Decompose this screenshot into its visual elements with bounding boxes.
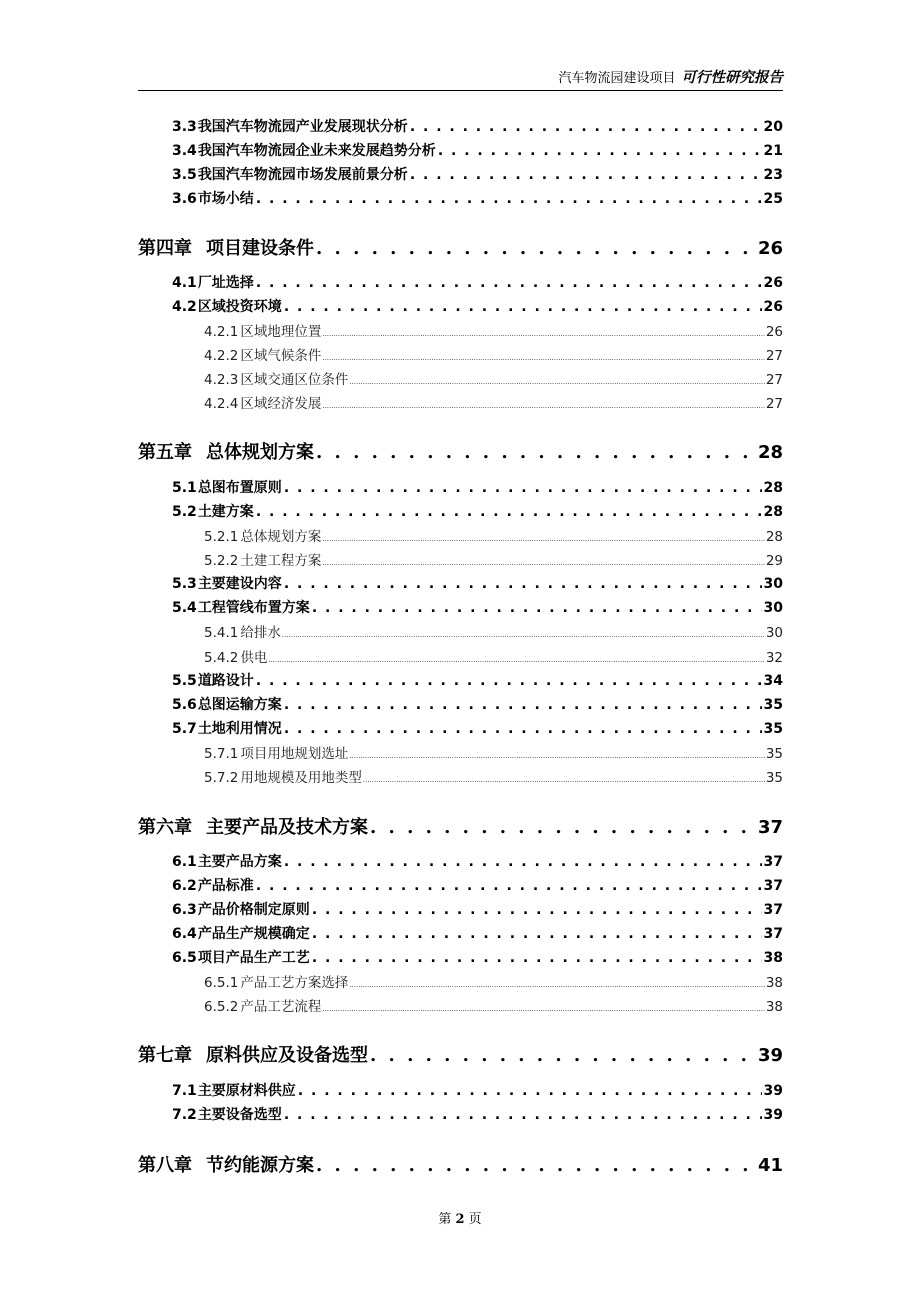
toc-page-number: 28 [757,442,783,463]
toc-entry-title: 区域地理位置 [240,324,322,340]
toc-entry-title: 主要产品方案 [197,854,282,870]
toc-dot-leader [363,776,765,784]
toc-chapter-entry[interactable] [138,234,783,260]
toc-entry-number: 6.1 [172,854,197,870]
toc-page-number: 37 [763,878,783,894]
toc-subsection-entry[interactable] [204,344,783,364]
toc-entry-label [204,368,348,388]
toc-dot-leader [256,191,762,207]
toc-entry-number: 3.6 [172,191,197,207]
toc-entry-title: 总图布置原则 [197,480,282,496]
toc-entry-title: 道路设计 [197,673,254,689]
toc-dot-leader [284,299,762,315]
toc-page-number: 25 [763,191,783,207]
toc-section-entry[interactable] [172,116,783,136]
toc-entry-label [204,995,321,1015]
toc-entry-number: 5.1 [172,480,197,496]
toc-entry-title: 市场小结 [197,191,254,207]
toc-entry-label [138,234,314,260]
toc-entry-label [172,116,408,136]
toc-entry-title: 主要产品及技术方案 [206,817,368,838]
toc-entry-title: 我国汽车物流园企业未来发展趋势分析 [197,143,436,159]
toc-entry-title: 总体规划方案 [206,442,314,463]
toc-entry-number: 3.4 [172,143,197,159]
toc-entry-label [172,1104,282,1124]
toc-dot-leader [312,902,762,918]
toc-entry-label [172,164,408,184]
toc-entry-number: 6.5.1 [204,975,239,991]
toc-entry-label [172,947,310,967]
toc-dot-leader [256,504,762,520]
toc-page-number: 35 [765,746,783,762]
toc-dot-leader [284,576,762,592]
toc-entry-number: 5.4 [172,600,197,616]
toc-entry-title: 我国汽车物流园市场发展前景分析 [197,167,408,183]
toc-entry-number: 5.2.2 [204,553,239,569]
toc-subsection-entry[interactable] [204,621,783,641]
toc-entry-number: 第五章 [138,442,192,463]
toc-entry-label [204,320,321,340]
toc-entry-label [172,1080,296,1100]
toc-section-entry[interactable] [172,947,783,967]
toc-section-entry[interactable] [172,296,783,316]
toc-page-number: 30 [765,625,783,641]
toc-entry-title: 总体规划方案 [240,529,322,545]
toc-page-number: 23 [763,167,783,183]
toc-entry-label [172,923,310,943]
toc-entry-label [172,188,254,208]
toc-chapter-entry[interactable] [138,813,783,839]
toc-entry-number: 3.3 [172,119,197,135]
toc-section-entry[interactable] [172,1080,783,1100]
toc-subsection-entry[interactable] [204,742,783,762]
toc-dot-leader [322,559,764,567]
toc-subsection-entry[interactable] [204,549,783,569]
toc-entry-label [204,646,267,666]
toc-entry-title: 区域经济发展 [240,396,322,412]
toc-entry-title: 原料供应及设备选型 [206,1045,368,1066]
toc-entry-number: 6.2 [172,878,197,894]
toc-dot-leader [312,926,762,942]
toc-entry-number: 4.2.3 [204,372,239,388]
toc-entry-title: 区域气候条件 [240,348,322,364]
toc-entry-label [172,718,282,738]
toc-dot-leader [282,631,765,639]
toc-entry-label [204,344,321,364]
toc-entry-number: 5.7 [172,721,197,737]
toc-subsection-entry[interactable] [204,971,783,991]
toc-dot-leader [256,673,762,689]
toc-entry-number: 7.2 [172,1107,197,1123]
toc-entry-title: 主要原材料供应 [197,1083,296,1099]
toc-page-number: 39 [763,1083,783,1099]
toc-page-number: 21 [763,143,783,159]
toc-entry-number: 第七章 [138,1045,192,1066]
toc-entry-label [172,694,282,714]
toc-entry-number: 4.2 [172,299,197,315]
toc-dot-leader [322,330,764,338]
toc-dot-leader [284,721,762,737]
toc-dot-leader [256,275,762,291]
toc-dot-leader [312,950,762,966]
toc-dot-leader [322,354,764,362]
toc-page-number: 38 [765,999,783,1015]
footer-page-number: 2 [455,1212,465,1227]
toc-page-number: 32 [765,650,783,666]
toc-entry-title: 产品价格制定原则 [197,902,310,918]
toc-entry-title: 总图运输方案 [197,697,282,713]
toc-page-number: 37 [763,902,783,918]
toc-entry-label [138,813,368,839]
toc-page-number: 29 [765,553,783,569]
toc-page-number: 28 [763,480,783,496]
toc-page-number: 37 [763,926,783,942]
toc-section-entry[interactable] [172,164,783,184]
toc-page-number: 35 [763,721,783,737]
toc-section-entry[interactable] [172,597,783,617]
toc-entry-number: 6.5.2 [204,999,239,1015]
toc-entry-label [204,742,348,762]
toc-entry-label [172,140,436,160]
toc-page-number: 26 [763,275,783,291]
toc-entry-title: 土地利用情况 [197,721,282,737]
toc-entry-title: 厂址选择 [197,275,254,291]
toc-subsection-entry[interactable] [204,766,783,786]
toc-section-entry[interactable] [172,923,783,943]
toc-entry-title: 给排水 [240,625,281,641]
toc-section-entry[interactable] [172,188,783,208]
toc-entry-label [172,573,282,593]
page-footer [0,1208,920,1227]
toc-subsection-entry[interactable] [204,525,783,545]
toc-dot-leader [284,1107,762,1123]
toc-entry-title: 产品工艺方案选择 [240,975,349,991]
toc-page-number: 27 [765,396,783,412]
toc-entry-title: 区域交通区位条件 [240,372,349,388]
toc-dot-leader [349,378,764,386]
toc-page-number: 41 [757,1155,783,1176]
toc-entry-number: 4.2.1 [204,324,239,340]
toc-chapter-entry[interactable] [138,1151,783,1177]
toc-section-entry[interactable] [172,718,783,738]
toc-entry-label [172,597,310,617]
toc-entry-title: 产品工艺流程 [240,999,322,1015]
toc-page-number: 38 [763,950,783,966]
toc-entry-label [204,549,321,569]
toc-entry-number: 7.1 [172,1083,197,1099]
toc-page-number: 37 [757,817,783,838]
toc-section-entry[interactable] [172,694,783,714]
toc-chapter-entry[interactable] [138,1041,783,1067]
toc-subsection-entry[interactable] [204,368,783,388]
toc-section-entry[interactable] [172,501,783,521]
toc-dot-leader [349,981,764,989]
toc-entry-number: 3.5 [172,167,197,183]
toc-dot-leader [322,402,764,410]
toc-section-entry[interactable] [172,875,783,895]
toc-entry-number: 第六章 [138,817,192,838]
toc-entry-title: 用地规模及用地类型 [240,770,362,786]
toc-entry-number: 5.2 [172,504,197,520]
toc-entry-number: 第八章 [138,1155,192,1176]
toc-dot-leader [316,442,756,463]
toc-entry-label [172,272,254,292]
header-report-type: 可行性研究报告 [681,70,783,86]
toc-entry-label [138,1151,314,1177]
toc-subsection-entry[interactable] [204,995,783,1015]
toc-entry-label [204,525,321,545]
toc-entry-number: 5.3 [172,576,197,592]
toc-subsection-entry[interactable] [204,646,783,666]
toc-dot-leader [349,752,764,760]
toc-section-entry[interactable] [172,573,783,593]
toc-entry-label [138,438,314,464]
toc-dot-leader [268,656,764,664]
toc-dot-leader [322,1005,764,1013]
toc-entry-number: 5.4.2 [204,650,239,666]
toc-page-number: 38 [765,975,783,991]
toc-entry-number: 6.3 [172,902,197,918]
toc-page-number: 37 [763,854,783,870]
toc-entry-label [172,296,282,316]
toc-page-number: 20 [763,119,783,135]
toc-dot-leader [312,600,762,616]
toc-entry-label [204,971,348,991]
toc-page-number: 27 [765,372,783,388]
toc-section-entry[interactable] [172,899,783,919]
toc-entry-label [172,670,254,690]
toc-dot-leader [322,535,764,543]
toc-entry-label [172,899,310,919]
toc-section-entry[interactable] [172,140,783,160]
toc-page-number: 27 [765,348,783,364]
toc-entry-number: 5.7.1 [204,746,239,762]
toc-entry-number: 5.2.1 [204,529,239,545]
header-project: 汽车物流园建设项目 [558,71,676,86]
toc-entry-title: 工程管线布置方案 [197,600,310,616]
toc-entry-title: 产品标准 [197,878,254,894]
toc-page-number: 28 [765,529,783,545]
toc-entry-number: 5.6 [172,697,197,713]
toc-page-number: 26 [757,238,783,259]
toc-section-entry[interactable] [172,272,783,292]
toc-dot-leader [438,143,762,159]
toc-entry-number: 4.2.2 [204,348,239,364]
footer-suffix: 页 [468,1212,482,1227]
toc-entry-title: 项目用地规划选址 [240,746,349,762]
toc-entry-label [172,851,282,871]
toc-dot-leader [284,854,762,870]
toc-section-entry[interactable] [172,477,783,497]
toc-entry-label [204,621,281,641]
toc-entry-label [204,766,362,786]
toc-dot-leader [316,238,756,259]
toc-entry-label [172,501,254,521]
toc-entry-number: 4.2.4 [204,396,239,412]
toc-entry-title: 主要建设内容 [197,576,282,592]
toc-dot-leader [256,878,762,894]
toc-entry-title: 土建方案 [197,504,254,520]
toc-entry-title: 区域投资环境 [197,299,282,315]
toc-dot-leader [410,119,762,135]
toc-entry-title: 供电 [240,650,268,666]
toc-page-number: 28 [763,504,783,520]
toc-entry-number: 6.4 [172,926,197,942]
toc-chapter-entry[interactable] [138,438,783,464]
toc-dot-leader [284,480,762,496]
toc-entry-title: 我国汽车物流园产业发展现状分析 [197,119,408,135]
toc-page-number: 35 [763,697,783,713]
toc-entry-number: 第四章 [138,238,192,259]
toc-page-number: 30 [763,600,783,616]
toc-page-number: 39 [757,1045,783,1066]
toc-dot-leader [316,1155,756,1176]
toc-dot-leader [284,697,762,713]
toc-page-number: 39 [763,1107,783,1123]
toc-entry-label [204,392,321,412]
footer-prefix: 第 [438,1212,452,1227]
toc-entry-title: 产品生产规模确定 [197,926,310,942]
toc-entry-number: 6.5 [172,950,197,966]
toc-entry-title: 节约能源方案 [206,1155,314,1176]
toc-entry-number: 4.1 [172,275,197,291]
toc-page-number: 34 [763,673,783,689]
toc-entry-title: 项目产品生产工艺 [197,950,310,966]
toc-dot-leader [370,817,756,838]
toc-entry-label [172,875,254,895]
toc-subsection-entry[interactable] [204,320,783,340]
toc-page-number: 26 [765,324,783,340]
toc-entry-title: 土建工程方案 [240,553,322,569]
toc-entry-title: 主要设备选型 [197,1107,282,1123]
toc-dot-leader [410,167,762,183]
toc-page-number: 35 [765,770,783,786]
toc-dot-leader [370,1045,756,1066]
toc-entry-title: 项目建设条件 [206,238,314,259]
toc-entry-number: 5.4.1 [204,625,239,641]
toc-section-entry[interactable] [172,1104,783,1124]
toc-page-number: 26 [763,299,783,315]
toc-page-number: 30 [763,576,783,592]
toc-entry-number: 5.7.2 [204,770,239,786]
toc-section-entry[interactable] [172,670,783,690]
toc-dot-leader [298,1083,762,1099]
toc-section-entry[interactable] [172,851,783,871]
toc-entry-label [172,477,282,497]
toc-entry-label [138,1041,368,1067]
toc-entry-number: 5.5 [172,673,197,689]
toc-subsection-entry[interactable] [204,392,783,412]
